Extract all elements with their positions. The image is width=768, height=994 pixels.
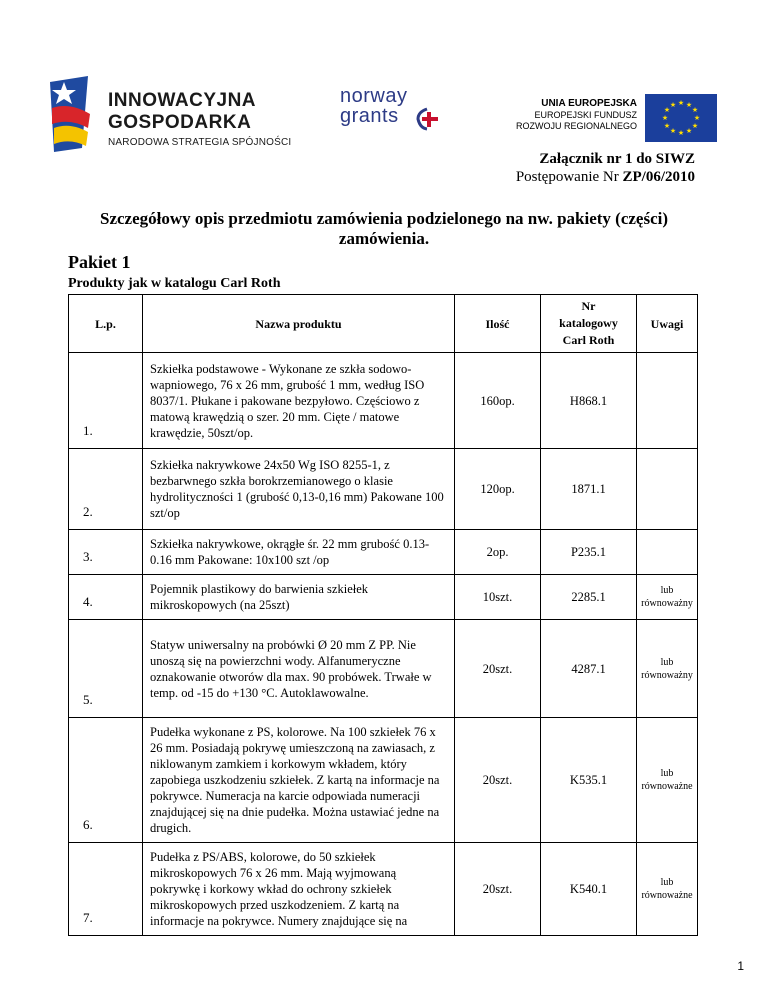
row-remarks (637, 449, 698, 530)
logo-text-europejski-fundusz: EUROPEJSKI FUNDUSZ (534, 110, 637, 120)
annex-label: Załącznik nr 1 do SIWZ (539, 151, 695, 167)
products-table (68, 294, 698, 936)
svg-text:★: ★ (693, 114, 701, 122)
innowacyjna-flag-icon (48, 74, 110, 154)
svg-text:★: ★ (677, 99, 685, 107)
svg-text:★: ★ (685, 101, 693, 109)
svg-text:★: ★ (685, 127, 693, 135)
row-quantity: 10szt. (455, 575, 541, 620)
logo-text-rozwoju-regionalnego: ROZWOJU REGIONALNEGO (515, 121, 637, 131)
norway-grants-logo (340, 86, 440, 136)
row-product-name: Statyw uniwersalny na probówki Ø 20 mm Z PP. Nie unoszą się na powierzchni wody. Alfanumeryczne oznakowanie otworów dla max. 90 probówek. Trwałe w temp. od -15 do +130 °C. Autoklawowalne. (143, 620, 455, 718)
table-row (69, 530, 698, 575)
logo-text-nss: NARODOWA STRATEGIA SPÓJNOŚCI (108, 137, 292, 148)
row-remarks: lub równoważny (637, 575, 698, 620)
svg-text:★: ★ (691, 106, 699, 114)
row-catalog-number: 4287.1 (541, 620, 637, 718)
svg-text:★: ★ (669, 101, 677, 109)
row-lp: 6. (69, 718, 143, 843)
table-header-row (69, 295, 698, 353)
svg-text:★: ★ (691, 122, 699, 130)
row-quantity: 20szt. (455, 620, 541, 718)
header-qty: Ilość (455, 295, 541, 353)
logo-text-norway: norway (340, 85, 408, 107)
row-product-name: Szkiełka podstawowe - Wykonane ze szkła sodowo-wapniowego, 76 x 26 mm, grubość 1 mm, według ISO 8037/1. Płukane i pakowane bezpyłowo. Częściowo z matową krawędzią o szer. 20 mm. Cięte / matowe krawędzie, 50szt/op. (143, 353, 455, 449)
svg-text:★: ★ (677, 129, 685, 137)
row-product-name: Pudełka z PS/ABS, kolorowe, do 50 szkiełek mikroskopowych 76 x 26 mm. Mają wyjmowaną pokrywkę i korkowy wkład do ochrony szkiełek mikroskopowych przed uszkodzeniem. Z kartą na informacje na pokrywce. Numery znajdujące się na (143, 843, 455, 936)
innowacyjna-gospodarka-logo (48, 74, 293, 154)
row-catalog-number: K540.1 (541, 843, 637, 936)
row-quantity: 120op. (455, 449, 541, 530)
logo-text-unia-europejska: UNIA EUROPEJSKA (541, 98, 637, 109)
logo-text-gospodarka: GOSPODARKA (108, 112, 252, 133)
row-remarks (637, 353, 698, 449)
row-product-name: Szkiełka nakrywkowe 24x50 Wg ISO 8255-1, z bezbarwnego szkła borokrzemianowego o klasie hydrolityczności 1 (grubość 0,13-0,16 mm) Pakowane 100 szt/op (143, 449, 455, 530)
table-row (69, 449, 698, 530)
table-row (69, 843, 698, 936)
row-product-name: Pudełka wykonane z PS, kolorowe. Na 100 szkiełek 76 x 26 mm. Posiadają pokrywę umieszczoną na zawiasach, z niklowanym zamkiem i korkowym wkładem, który zapobiega uszkodzeniu szkiełek. Z kartą na informacje na pokrywce. Numeracja na karcie odpowiada numeracji znajdującej się na dnie pudełka. Można ustawiać jedne na drugich. (143, 718, 455, 843)
row-lp: 2. (69, 449, 143, 530)
table-row (69, 353, 698, 449)
row-lp: 5. (69, 620, 143, 718)
header-remarks: Uwagi (637, 295, 698, 353)
row-lp: 1. (69, 353, 143, 449)
header-catalog (541, 295, 637, 353)
eu-erdf-logo (512, 94, 732, 142)
table-row (69, 575, 698, 620)
row-remarks: lub równoważne (637, 843, 698, 936)
row-quantity: 2op. (455, 530, 541, 575)
row-catalog-number: H868.1 (541, 353, 637, 449)
row-catalog-number: P235.1 (541, 530, 637, 575)
document-title: Szczegółowy opis przedmiotu zamówienia podzielonego na nw. pakiety (części) zamówienia. (99, 209, 669, 248)
row-remarks (637, 530, 698, 575)
header-name: Nazwa produktu (143, 295, 455, 353)
table-row (69, 620, 698, 718)
svg-text:★: ★ (669, 127, 677, 135)
package-heading: Pakiet 1 (68, 252, 131, 272)
row-quantity: 20szt. (455, 718, 541, 843)
row-quantity: 20szt. (455, 843, 541, 936)
page-number: 1 (737, 959, 744, 973)
norway-cross-icon (414, 106, 440, 132)
row-catalog-number: 2285.1 (541, 575, 637, 620)
row-remarks: lub równoważny (637, 620, 698, 718)
row-remarks: lub równoważne (637, 718, 698, 843)
row-lp: 4. (69, 575, 143, 620)
procedure-prefix: Postępowanie Nr (515, 169, 623, 185)
row-lp: 7. (69, 843, 143, 936)
svg-text:★: ★ (661, 114, 669, 122)
svg-text:★: ★ (663, 122, 671, 130)
svg-text:★: ★ (663, 106, 671, 114)
header-lp: L.p. (69, 295, 143, 353)
procedure-number-line (516, 168, 695, 186)
package-subtitle: Produkty jak w katalogu Carl Roth (68, 276, 281, 291)
row-product-name: Pojemnik plastikowy do barwienia szkiełek mikroskopowych (na 25szt) (143, 575, 455, 620)
annex-info (516, 150, 695, 186)
logo-text-innowacyjna: INNOWACYJNA (108, 90, 257, 111)
row-catalog-number: 1871.1 (541, 449, 637, 530)
row-product-name: Szkiełka nakrywkowe, okrągłe śr. 22 mm grubość 0.13-0.16 mm Pakowane: 10x100 szt /op (143, 530, 455, 575)
procedure-number: ZP/06/2010 (622, 169, 695, 185)
row-lp: 3. (69, 530, 143, 575)
row-catalog-number: K535.1 (541, 718, 637, 843)
header-catalog-line2: katalogowy (559, 316, 618, 330)
header-catalog-line3: Carl Roth (562, 333, 615, 347)
row-quantity: 160op. (455, 353, 541, 449)
header-catalog-line1: Nr (581, 299, 596, 313)
table-row (69, 718, 698, 843)
logo-text-grants: grants (340, 105, 399, 127)
eu-flag-icon (645, 94, 717, 142)
